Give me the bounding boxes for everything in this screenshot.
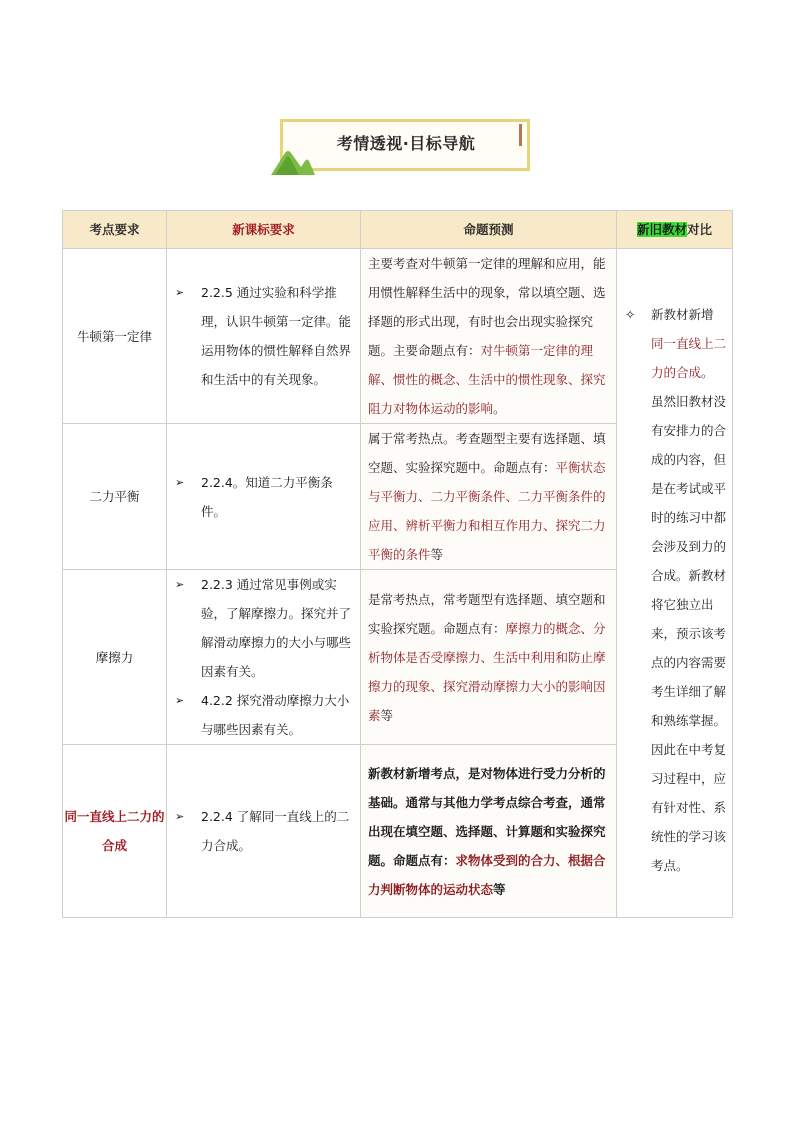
header-compare-highlight: 新旧教材 <box>636 222 687 237</box>
table-row <box>63 249 733 424</box>
prediction-keypoints: 平衡状态与平衡力、二力平衡条件、二力平衡条件的应用、辨析平衡力和相互作用力、探究二力平衡的条件 <box>368 460 606 562</box>
prediction-keypoints: 对牛顿第一定律的理解、惯性的概念、生活中的惯性现象、探究阻力对物体运动的影响 <box>368 343 606 416</box>
prediction-keypoints: 求物体受到的合力、根据合力判断物体的运动状态 <box>368 852 606 897</box>
prediction-keypoints: 摩擦力的概念、分析物体是否受摩擦力、生活中利用和防止摩擦力的现象、探究滑动摩擦力大小的影响因素 <box>368 620 606 723</box>
diamond-bullet-icon: ✧ <box>625 307 636 322</box>
row-prediction: 属于常考热点。考查题型主要有选择题、填空题、实验探究题中。命题点有：平衡状态与平衡力、二力平衡条件、二力平衡条件的应用、辨析平衡力和相互作用力、探究二力平衡的条件等 <box>361 424 617 570</box>
row-point: 同一直线上二力的合成 <box>63 745 167 918</box>
row-prediction: 新教材新增考点，是对物体进行受力分析的基础。通常与其他力学考点综合考查，通常出现在填空题、选择题、计算题和实验探究题。命题点有：求物体受到的合力、根据合力判断物体的运动状态等 <box>361 745 617 918</box>
row-point: 牛顿第一定律 <box>63 249 167 424</box>
arrow-bullet-icon: ➢ <box>175 578 185 591</box>
row-requirements <box>167 424 361 570</box>
arrow-bullet-icon: ➢ <box>175 475 185 489</box>
arrow-bullet-icon: ➢ <box>175 286 185 299</box>
requirement-item: ➢ 2.2.5 通过实验和科学推理，认识牛顿第一定律。能运用物体的惯性解释自然界和生活中的有关现象。 <box>175 278 354 394</box>
header-standard: 新课标要求 <box>167 211 361 249</box>
header-compare <box>617 211 733 249</box>
header-compare-suffix: 对比 <box>687 222 713 237</box>
arrow-bullet-icon: ➢ <box>175 694 185 707</box>
row-requirements <box>167 570 361 745</box>
table-header-row <box>63 211 733 249</box>
header-prediction: 命题预测 <box>361 211 617 249</box>
arrow-bullet-icon: ➢ <box>175 810 185 823</box>
row-point: 二力平衡 <box>63 424 167 570</box>
exam-analysis-table <box>62 210 733 918</box>
header-point: 考点要求 <box>63 211 167 249</box>
row-prediction: 主要考查对牛顿第一定律的理解和应用，能用惯性解释生活中的现象，常以填空题、选择题的形式出现，有时也会出现实验探究题。主要命题点有：对牛顿第一定律的理解、惯性的概念、生活中的惯性现象、探究阻力对物体运动的影响。 <box>361 249 617 424</box>
requirement-item: ➢ 2.2.4 了解同一直线上的二力合成。 <box>175 802 354 860</box>
requirement-item: ➢ 2.2.4。知道二力平衡条件。 <box>175 468 354 526</box>
row-requirements <box>167 249 361 424</box>
requirement-item: ➢ 2.2.3 通过常见事例或实验，了解摩擦力。探究并了解滑动摩擦力的大小与哪些因素有关。 <box>175 570 354 686</box>
row-requirements <box>167 745 361 918</box>
banner-title: 考情透视·目标导航 <box>336 134 476 153</box>
row-prediction: 是常考热点，常考题型有选择题、填空题和实验探究题。命题点有：摩擦力的概念、分析物体是否受摩擦力、生活中利用和防止摩擦力的现象、探究滑动摩擦力大小的影响因素等 <box>361 570 617 745</box>
requirement-item: ➢ 4.2.2 探究滑动摩擦力大小与哪些因素有关。 <box>175 686 354 744</box>
compare-cell: ✧ 新教材新增同一直线上二力的合成。虽然旧教材没有安排力的合成的内容，但是在考试或平时的练习中都会涉及到力的合成。新教材将它独立出来，预示该考点的内容需要考生详细了解和熟练掌握。因此在中考复习过程中，应有针对性、系统性的学习该考点。 <box>617 249 733 918</box>
compare-new-topic: 同一直线上二力的合成 <box>651 336 727 380</box>
row-point: 摩擦力 <box>63 570 167 745</box>
section-banner <box>271 117 533 175</box>
